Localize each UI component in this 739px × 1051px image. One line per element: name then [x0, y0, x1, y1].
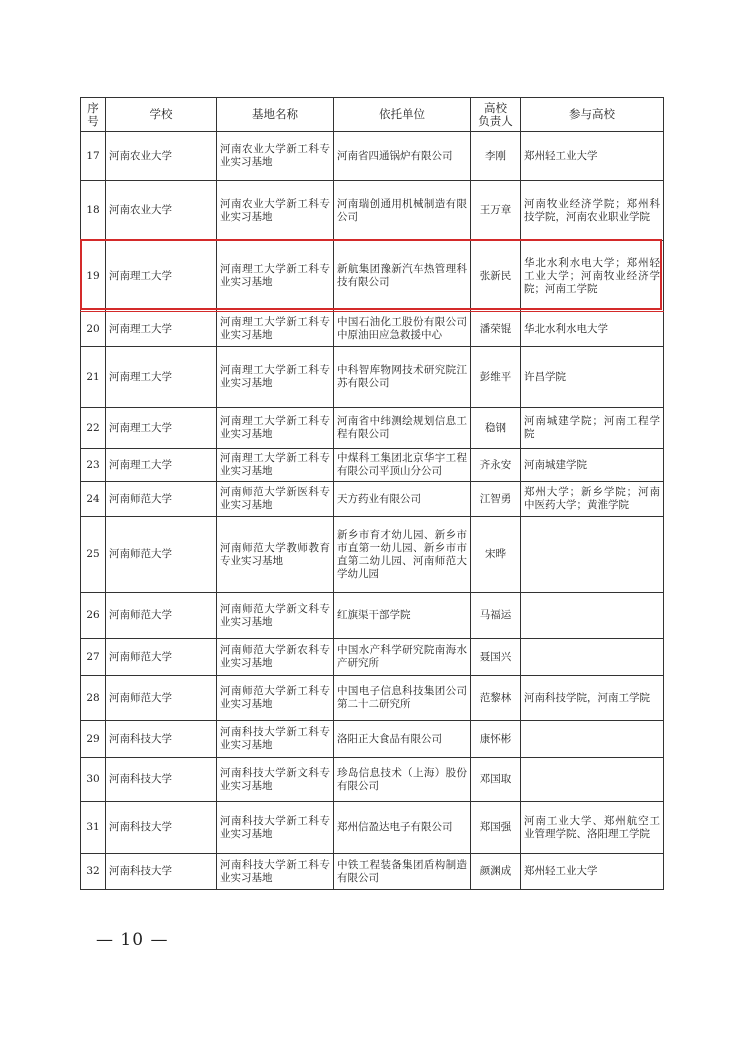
table-row	[81, 132, 664, 181]
header-leader-line2: 负责人	[478, 113, 513, 128]
row-base: 河南师范大学教师教育专业实习基地	[217, 517, 334, 593]
row-leader: 郑国强	[471, 802, 521, 854]
row-base: 河南科技大学新文科专业实习基地	[217, 758, 334, 802]
row-leader: 范黎林	[471, 676, 521, 721]
row-school: 河南科技大学	[106, 802, 217, 854]
page-number: — 10 —	[96, 930, 169, 950]
row-base: 河南农业大学新工科专业实习基地	[217, 132, 334, 181]
row-unit: 新乡市育才幼儿园、新乡市市直第一幼儿园、新乡市市直第二幼儿园、河南师范大学幼儿园	[334, 517, 471, 593]
row-leader: 马福运	[471, 593, 521, 639]
row-school: 河南科技大学	[106, 758, 217, 802]
row-unit: 郑州信盈达电子有限公司	[334, 802, 471, 854]
row-unit: 中国石油化工股份有限公司中原油田应急救援中心	[334, 312, 471, 347]
row-partners: 河南城建学院	[521, 449, 664, 482]
row-base: 河南理工大学新工科专业实习基地	[217, 312, 334, 347]
header-school: 学校	[106, 98, 217, 132]
table-row	[81, 181, 664, 241]
row-school: 河南农业大学	[106, 132, 217, 181]
row-school: 河南理工大学	[106, 449, 217, 482]
row-partners: 华北水利水电大学；郑州轻工业大学；河南牧业经济学院；河南工学院	[521, 241, 664, 312]
row-partners	[521, 758, 664, 802]
row-base: 河南科技大学新工科专业实习基地	[217, 802, 334, 854]
table-row	[81, 347, 664, 408]
row-partners: 华北水利水电大学	[521, 312, 664, 347]
row-leader: 稳钢	[471, 408, 521, 449]
row-num: 23	[81, 449, 106, 482]
table-row	[81, 758, 664, 802]
row-school: 河南理工大学	[106, 347, 217, 408]
row-base: 河南师范大学新文科专业实习基地	[217, 593, 334, 639]
row-leader: 彭维平	[471, 347, 521, 408]
row-school: 河南科技大学	[106, 854, 217, 890]
row-unit: 中科智库物网技术研究院江苏有限公司	[334, 347, 471, 408]
row-leader: 康怀彬	[471, 721, 521, 758]
row-num: 25	[81, 517, 106, 593]
row-leader: 聂国兴	[471, 639, 521, 676]
row-num: 24	[81, 482, 106, 517]
row-base: 河南理工大学新工科专业实习基地	[217, 347, 334, 408]
row-base: 河南理工大学新工科专业实习基地	[217, 241, 334, 312]
row-base: 河南理工大学新工科专业实习基地	[217, 408, 334, 449]
table-row	[81, 676, 664, 721]
table-row	[81, 721, 664, 758]
row-num: 32	[81, 854, 106, 890]
row-num: 30	[81, 758, 106, 802]
table-row	[81, 449, 664, 482]
row-leader: 宋晔	[471, 517, 521, 593]
row-num: 19	[81, 241, 106, 312]
row-num: 29	[81, 721, 106, 758]
row-num: 31	[81, 802, 106, 854]
row-partners: 郑州轻工业大学	[521, 854, 664, 890]
row-unit: 河南省中纬测绘规划信息工程有限公司	[334, 408, 471, 449]
row-unit: 中煤科工集团北京华宇工程有限公司平顶山分公司	[334, 449, 471, 482]
row-partners	[521, 721, 664, 758]
row-partners: 河南牧业经济学院；郑州科技学院，河南农业职业学院	[521, 181, 664, 241]
row-num: 18	[81, 181, 106, 241]
row-unit: 珍岛信息技术（上海）股份有限公司	[334, 758, 471, 802]
row-num: 28	[81, 676, 106, 721]
row-num: 27	[81, 639, 106, 676]
row-base: 河南师范大学新农科专业实习基地	[217, 639, 334, 676]
row-base: 河南师范大学新医科专业实习基地	[217, 482, 334, 517]
table-row	[81, 517, 664, 593]
base-table	[80, 97, 664, 890]
row-leader: 张新民	[471, 241, 521, 312]
row-leader: 邓国取	[471, 758, 521, 802]
row-school: 河南理工大学	[106, 408, 217, 449]
row-unit: 河南瑞创通用机械制造有限公司	[334, 181, 471, 241]
row-leader: 潘荣锟	[471, 312, 521, 347]
row-base: 河南农业大学新工科专业实习基地	[217, 181, 334, 241]
row-leader: 王万章	[471, 181, 521, 241]
row-unit: 中国水产科学研究院南海水产研究所	[334, 639, 471, 676]
row-school: 河南师范大学	[106, 517, 217, 593]
row-school: 河南师范大学	[106, 676, 217, 721]
header-leader-line1: 高校	[484, 100, 507, 115]
row-school: 河南理工大学	[106, 312, 217, 347]
table-row	[81, 639, 664, 676]
header-unit: 依托单位	[334, 98, 471, 132]
table-row	[81, 482, 664, 517]
row-unit: 中铁工程装备集团盾构制造有限公司	[334, 854, 471, 890]
header-partners: 参与高校	[521, 98, 664, 132]
row-school: 河南农业大学	[106, 181, 217, 241]
row-partners	[521, 639, 664, 676]
row-unit: 河南省四通锅炉有限公司	[334, 132, 471, 181]
row-partners: 郑州大学；新乡学院；河南中医药大学；黄淮学院	[521, 482, 664, 517]
row-leader: 颜渊成	[471, 854, 521, 890]
row-unit: 中国电子信息科技集团公司第二十二研究所	[334, 676, 471, 721]
table-row	[81, 408, 664, 449]
row-unit: 天方药业有限公司	[334, 482, 471, 517]
row-partners	[521, 593, 664, 639]
row-partners: 郑州轻工业大学	[521, 132, 664, 181]
row-partners	[521, 517, 664, 593]
row-school: 河南师范大学	[106, 639, 217, 676]
row-base: 河南理工大学新工科专业实习基地	[217, 449, 334, 482]
header-leader	[471, 98, 521, 132]
row-num: 22	[81, 408, 106, 449]
header-base: 基地名称	[217, 98, 334, 132]
row-unit: 新航集团豫新汽车热管理科技有限公司	[334, 241, 471, 312]
row-num: 26	[81, 593, 106, 639]
row-base: 河南科技大学新工科专业实习基地	[217, 854, 334, 890]
table-row	[81, 312, 664, 347]
row-num: 21	[81, 347, 106, 408]
row-base: 河南科技大学新工科专业实习基地	[217, 721, 334, 758]
row-partners: 河南城建学院；河南工程学院	[521, 408, 664, 449]
row-partners: 河南工业大学、郑州航空工业管理学院、洛阳理工学院	[521, 802, 664, 854]
row-num: 20	[81, 312, 106, 347]
table-row-highlighted	[81, 241, 664, 312]
table-row	[81, 802, 664, 854]
row-leader: 江智勇	[471, 482, 521, 517]
row-num: 17	[81, 132, 106, 181]
row-leader: 齐永安	[471, 449, 521, 482]
header-num: 序号	[81, 98, 106, 132]
row-school: 河南理工大学	[106, 241, 217, 312]
header-row	[81, 98, 664, 132]
table-row	[81, 854, 664, 890]
row-partners: 河南科技学院，河南工学院	[521, 676, 664, 721]
row-school: 河南科技大学	[106, 721, 217, 758]
row-unit: 红旗渠干部学院	[334, 593, 471, 639]
table-row	[81, 593, 664, 639]
row-school: 河南师范大学	[106, 482, 217, 517]
row-partners: 许昌学院	[521, 347, 664, 408]
row-unit: 洛阳正大食品有限公司	[334, 721, 471, 758]
row-school: 河南师范大学	[106, 593, 217, 639]
row-base: 河南师范大学新工科专业实习基地	[217, 676, 334, 721]
row-leader: 李刚	[471, 132, 521, 181]
